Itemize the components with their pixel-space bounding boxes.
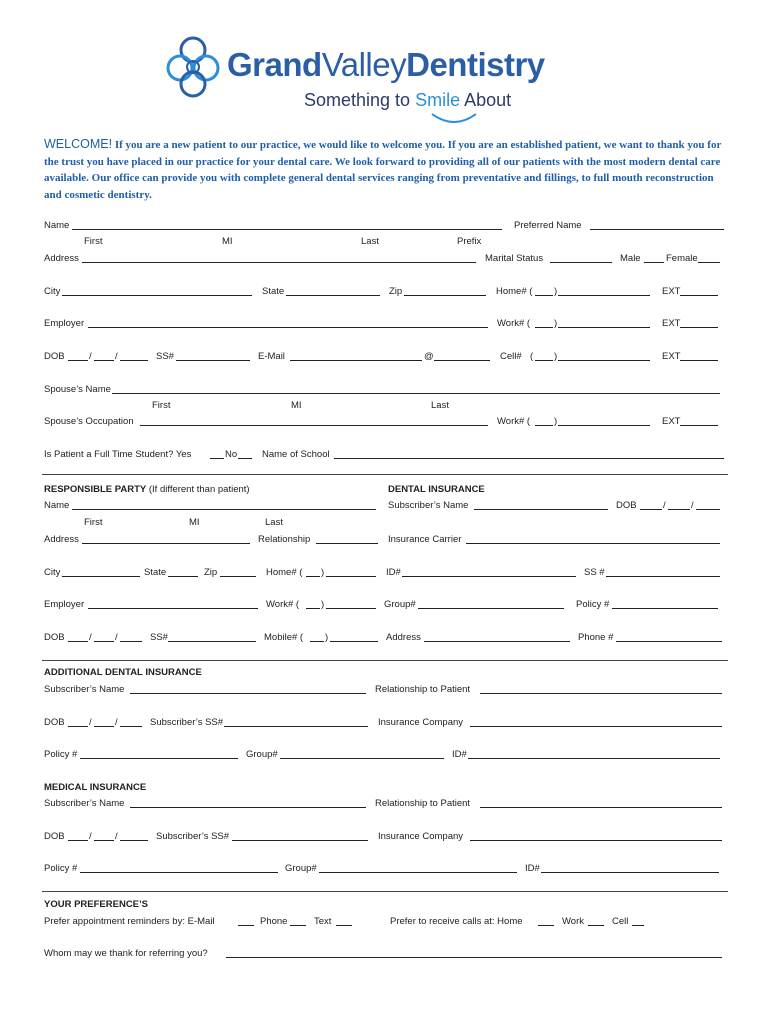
medical-subscriber-row: Subscriber’s Name Relationship to Patient (44, 798, 726, 814)
responsible-work-phone-field[interactable] (326, 599, 376, 609)
student-no-field[interactable] (238, 449, 252, 459)
dental-dob-month-field[interactable] (640, 500, 662, 510)
additional-subscriber-ss-field[interactable] (224, 717, 368, 727)
additional-dob-month-field[interactable] (68, 717, 88, 727)
additional-relationship-field[interactable] (480, 684, 722, 694)
dental-ss-field[interactable] (606, 567, 720, 577)
reminder-phone-field[interactable] (290, 916, 306, 926)
medical-company-field[interactable] (470, 831, 722, 841)
additional-dob-year-field[interactable] (120, 717, 142, 727)
student-yes-field[interactable] (210, 449, 224, 459)
spouse-work-phone-field[interactable] (558, 416, 650, 426)
medical-dob-month-field[interactable] (68, 831, 88, 841)
dental-carrier-field[interactable] (466, 534, 720, 544)
section-divider (42, 474, 728, 475)
additional-policy-field[interactable] (80, 749, 238, 759)
tagline: Something to Smile About (304, 90, 512, 110)
spouse-name-field[interactable] (112, 384, 720, 394)
employer-field[interactable] (88, 318, 488, 328)
patient-address-field[interactable] (82, 253, 476, 263)
medical-policy-field[interactable] (80, 863, 278, 873)
email-user-field[interactable] (290, 351, 422, 361)
responsible-relationship-field[interactable] (316, 534, 378, 544)
brand-dentistry: Dentistry (406, 46, 545, 83)
responsible-dob-year-field[interactable] (120, 632, 142, 642)
cell-ext-field[interactable] (680, 351, 718, 361)
referral-row: Whom may we thank for referring you? (44, 948, 726, 964)
medical-subscriber-ss-field[interactable] (232, 831, 368, 841)
home-ext-field[interactable] (680, 286, 718, 296)
responsible-ss-field[interactable] (168, 632, 256, 642)
patient-employer-row: Employer Work# ( ) EXT (44, 318, 726, 334)
dental-policy-field[interactable] (612, 599, 718, 609)
responsible-name-row: Name Subscriber’s Name DOB / / (44, 500, 726, 516)
responsible-mobile-field[interactable] (330, 632, 378, 642)
calls-cell-field[interactable] (632, 916, 644, 926)
logo-rings-icon (164, 32, 222, 102)
responsible-zip-field[interactable] (220, 567, 256, 577)
responsible-employer-row: Employer Work# ( ) Group# Policy # (44, 599, 726, 615)
referral-field[interactable] (226, 948, 722, 958)
dob-month-field[interactable] (68, 351, 88, 361)
additional-group-field[interactable] (280, 749, 444, 759)
responsible-phone-field[interactable] (616, 632, 722, 642)
patient-dob-row: DOB / / SS# E-Mail @ Cell# ( ) EXT (44, 351, 726, 367)
brand-grand: Grand (227, 46, 322, 83)
reminder-email-field[interactable] (238, 916, 254, 926)
welcome-lead: WELCOME! (44, 137, 113, 151)
medical-subscriber-field[interactable] (130, 798, 366, 808)
dob-day-field[interactable] (94, 351, 114, 361)
responsible-address-field[interactable] (82, 534, 250, 544)
preferred-name-field[interactable] (590, 220, 724, 230)
brand-valley: Valley (321, 46, 407, 83)
responsible-work-area-field[interactable] (306, 599, 320, 609)
responsible-party-heading: RESPONSIBLE PARTY (If different than patient) (44, 484, 250, 495)
cell-area-code-field[interactable] (535, 351, 553, 361)
state-field[interactable] (286, 286, 380, 296)
student-row: Is Patient a Full Time Student? Yes No Name of School (44, 449, 726, 465)
patient-address-row: Address Marital Status Male Female (44, 253, 726, 269)
dental-id-field[interactable] (402, 567, 576, 577)
medical-group-field[interactable] (319, 863, 517, 873)
additional-company-field[interactable] (470, 717, 722, 727)
medical-policy-row: Policy # Group# ID# (44, 863, 726, 879)
cell-phone-field[interactable] (558, 351, 650, 361)
reminder-text-field[interactable] (336, 916, 352, 926)
medical-insurance-heading: MEDICAL INSURANCE (44, 782, 147, 793)
smile-curve-icon (430, 112, 478, 126)
responsible-address-row: Address Relationship Insurance Carrier (44, 534, 726, 550)
additional-insurance-heading: ADDITIONAL DENTAL INSURANCE (44, 667, 202, 678)
responsible-city-row: City State Zip Home# ( ) ID# SS # (44, 567, 726, 583)
responsible-address2-field[interactable] (424, 632, 570, 642)
calls-home-field[interactable] (538, 916, 554, 926)
tagline-smile: Smile (415, 90, 461, 110)
responsible-employer-field[interactable] (88, 599, 258, 609)
preferences-heading: YOUR PREFERENCE’S (44, 899, 148, 910)
responsible-dob-row: DOB / / SS# Mobile# ( ) Address Phone # (44, 632, 726, 648)
male-field[interactable] (644, 253, 664, 263)
spouse-work-area-code-field[interactable] (535, 416, 553, 426)
responsible-name-field[interactable] (72, 500, 376, 510)
home-area-code-field[interactable] (535, 286, 553, 296)
email-domain-field[interactable] (434, 351, 490, 361)
preferences-row: Prefer appointment reminders by: E-Mail Phone Text Prefer to receive calls at: Home Work Cell (44, 916, 726, 932)
spouse-name-row: Spouse’s Name (44, 384, 726, 400)
responsible-city-field[interactable] (62, 567, 140, 577)
zip-field[interactable] (404, 286, 486, 296)
patient-name-field[interactable] (72, 220, 502, 230)
brand-logo (227, 46, 545, 84)
welcome-paragraph (44, 136, 734, 203)
dental-subscriber-field[interactable] (474, 500, 608, 510)
medical-relationship-field[interactable] (480, 798, 722, 808)
dental-dob-day-field[interactable] (668, 500, 690, 510)
medical-dob-day-field[interactable] (94, 831, 114, 841)
header (0, 28, 770, 128)
medical-dob-row: DOB / / Subscriber’s SS# Insurance Company (44, 831, 726, 847)
spouse-occupation-field[interactable] (140, 416, 488, 426)
medical-id-field[interactable] (541, 863, 719, 873)
work-ext-field[interactable] (680, 318, 718, 328)
calls-work-field[interactable] (588, 916, 604, 926)
female-field[interactable] (698, 253, 720, 263)
responsible-mobile-area-field[interactable] (310, 632, 324, 642)
section-divider (42, 891, 728, 892)
responsible-dob-month-field[interactable] (68, 632, 88, 642)
additional-subscriber-field[interactable] (130, 684, 366, 694)
welcome-body: If you are a new patient to our practice, we would like to welcome you. If you are an established patient, we want to thank you for the trust you have placed in our practice for your dental care. We look forward to providing all of our patients with the most modern dental care available. Our office can provide you with complete general dental services ranging from preventative and fillings, to full mouth reconstruction and cosmetic dentistry. (44, 139, 722, 201)
spouse-occupation-row: Spouse’s Occupation Work# ( ) EXT (44, 416, 726, 432)
spouse-work-ext-field[interactable] (680, 416, 718, 426)
dental-dob-year-field[interactable] (696, 500, 720, 510)
home-phone-field[interactable] (558, 286, 650, 296)
section-divider (42, 660, 728, 661)
responsible-home-area-field[interactable] (306, 567, 320, 577)
additional-subscriber-row: Subscriber’s Name Relationship to Patient (44, 684, 726, 700)
city-field[interactable] (62, 286, 252, 296)
additional-id-field[interactable] (468, 749, 720, 759)
additional-dob-row: DOB / / Subscriber’s SS# Insurance Company (44, 717, 726, 733)
patient-city-row: City State Zip Home# ( ) EXT (44, 286, 726, 302)
ss-field[interactable] (176, 351, 250, 361)
responsible-dob-day-field[interactable] (94, 632, 114, 642)
dental-insurance-heading: DENTAL INSURANCE (388, 484, 485, 495)
marital-status-field[interactable] (550, 253, 612, 263)
responsible-home-phone-field[interactable] (326, 567, 376, 577)
work-phone-field[interactable] (558, 318, 650, 328)
work-area-code-field[interactable] (535, 318, 553, 328)
dental-group-field[interactable] (418, 599, 564, 609)
patient-name-row: Name Preferred Name (44, 220, 726, 236)
additional-dob-day-field[interactable] (94, 717, 114, 727)
medical-dob-year-field[interactable] (120, 831, 148, 841)
additional-policy-row: Policy # Group# ID# (44, 749, 726, 765)
responsible-state-field[interactable] (168, 567, 198, 577)
school-field[interactable] (334, 449, 724, 459)
dob-year-field[interactable] (120, 351, 148, 361)
